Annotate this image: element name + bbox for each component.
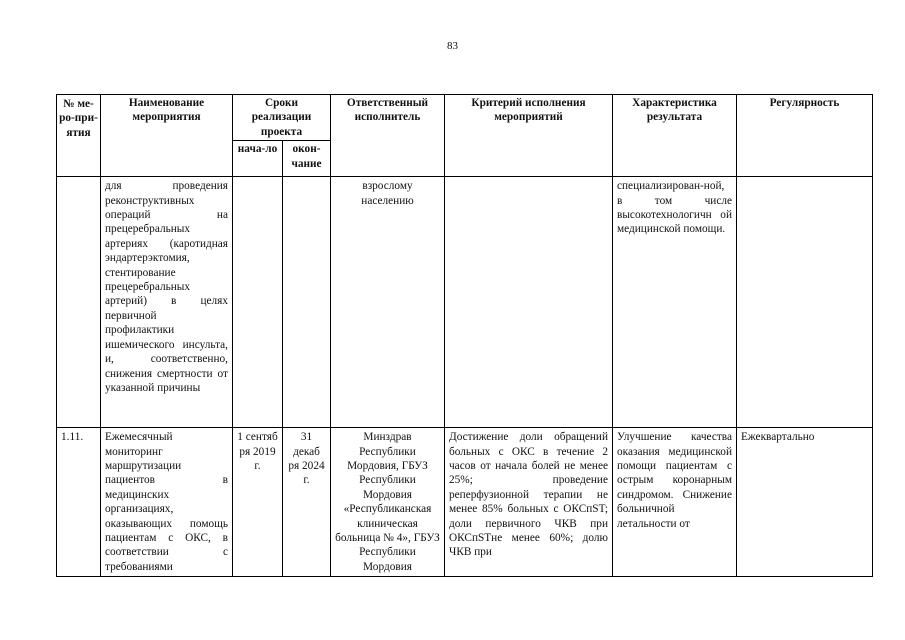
page-number: 83 xyxy=(447,40,458,52)
cell-responsible: взрослому населению xyxy=(331,177,445,428)
cell-criterion: Достижение доли обращений больных с ОКС в течение 2 часов от начала болей не менее 25%; проведение реперфузионной терапии не менее 85% больных с ОКСпST; доли первичного ЧКВ при ОКСпSTне менее 60%; долю ЧКВ при xyxy=(445,428,613,577)
cell-end xyxy=(283,177,331,428)
cell-regularity xyxy=(737,177,873,428)
header-responsible: Ответственный исполнитель xyxy=(331,95,445,177)
header-timeframe: Сроки реализации проекта xyxy=(233,95,331,141)
cell-responsible: Минздрав Республики Мордовия, ГБУЗ Республики Мордовия «Республиканская клиническая больница № 4», ГБУЗ Республики Мордовия xyxy=(331,428,445,577)
cell-number xyxy=(57,177,101,428)
header-criterion: Критерий исполнения мероприятий xyxy=(445,95,613,177)
cell-regularity: Ежеквартально xyxy=(737,428,873,577)
activities-table xyxy=(56,94,873,577)
cell-name: для проведения реконструктивных операций на прецеребральных артериях (каротидная эндартерэктомия, стентирование прецеребральных артерий) в целях первичной профилактики ишемического инсульта, и, соответственно, снижения смертности от указанной причины xyxy=(101,177,233,428)
header-start: нача-ло xyxy=(233,141,283,177)
cell-criterion xyxy=(445,177,613,428)
header-number: № ме-ро-при-ятия xyxy=(57,95,101,177)
header-characteristic: Характеристика результата xyxy=(613,95,737,177)
header-regularity: Регулярность xyxy=(737,95,873,177)
cell-end: 31 декаб ря 2024 г. xyxy=(283,428,331,577)
header-name: Наименование мероприятия xyxy=(101,95,233,177)
header-end: окон-чание xyxy=(283,141,331,177)
cell-name: Ежемесячный мониторинг маршрутизации пациентов в медицинских организациях, оказывающих помощь пациентам с ОКС, в соответствии с требованиями xyxy=(101,428,233,577)
table-row xyxy=(57,428,873,577)
cell-characteristic: Улучшение качества оказания медицинской помощи пациентам с острым коронарным синдромом. Снижение больничной летальности от xyxy=(613,428,737,577)
cell-start xyxy=(233,177,283,428)
cell-start: 1 сентяб ря 2019 г. xyxy=(233,428,283,577)
table-row xyxy=(57,177,873,428)
cell-characteristic: специализирован-ной, в том числе высокотехнологичн ой медицинской помощи. xyxy=(613,177,737,428)
cell-number: 1.11. xyxy=(57,428,101,577)
